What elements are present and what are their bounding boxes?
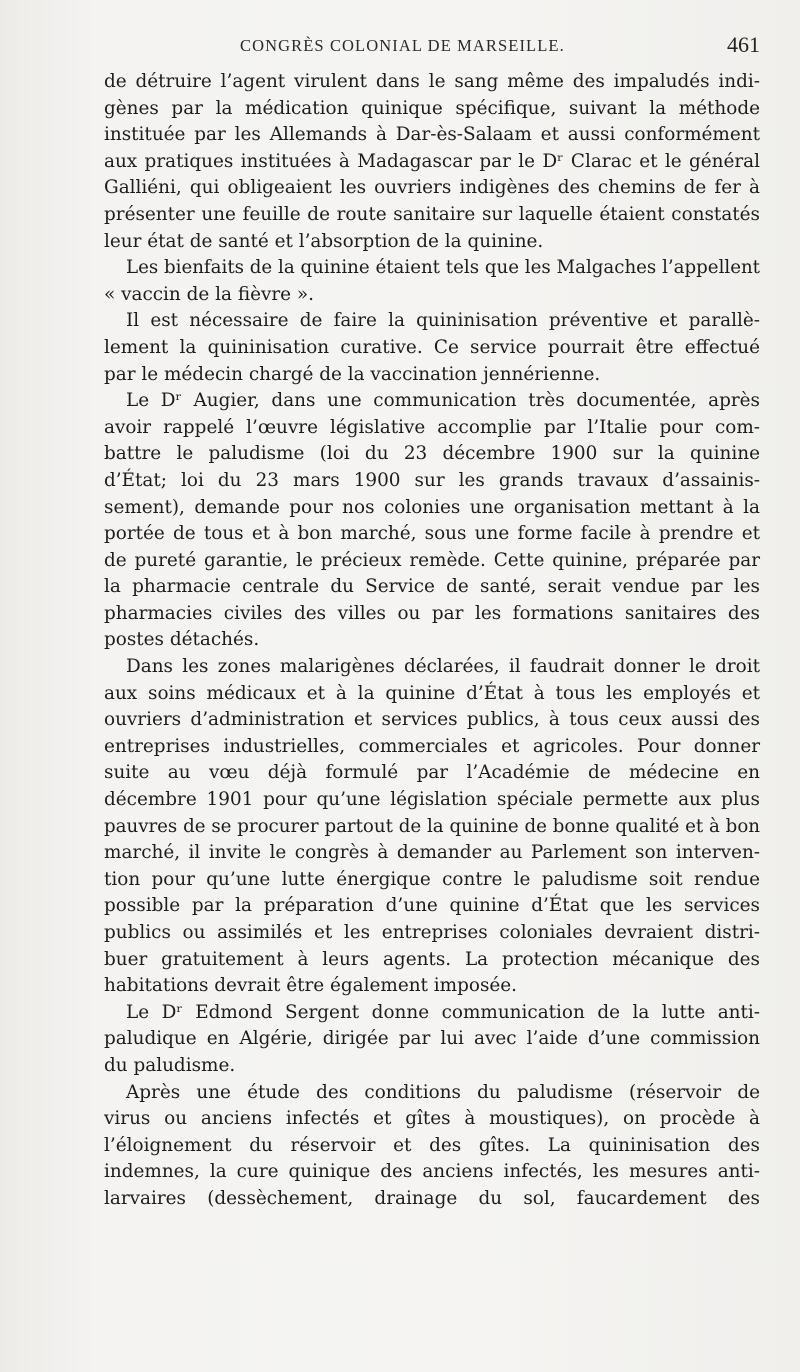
- text-line: la pharmacie centrale du Service de santé, serait vendue par les: [104, 576, 760, 598]
- running-title: CONGRÈS COLONIAL DE MARSEILLE.: [240, 36, 565, 55]
- paragraph-2: [104, 255, 760, 308]
- text-line: ouvriers d’administration et services publics, à tous ceux aussi des: [104, 709, 760, 731]
- text-line: larvaires (dessèchement, drainage du sol, faucardement des: [104, 1187, 760, 1209]
- text-line: postes détachés.: [104, 629, 260, 651]
- text-line: lement la quininisation curative. Ce service pourrait être effectué: [104, 336, 760, 358]
- text-line: par le médecin chargé de la vaccination jennérienne.: [104, 363, 601, 385]
- text-line: Les bienfaits de la quinine étaient tels que les Malgaches l’appellent: [126, 257, 760, 279]
- text-line: pharmacies civiles des villes ou par les formations sanitaires des: [104, 602, 760, 624]
- paragraph-6: [104, 1000, 760, 1080]
- text-line: « vaccin de la fièvre ».: [104, 283, 314, 305]
- text-line: portée de tous et à bon marché, sous une forme facile à prendre et: [104, 523, 760, 545]
- paragraph-1: [104, 69, 760, 255]
- text-line: aux soins médicaux et à la quinine d’État à tous les employés et: [104, 682, 760, 704]
- text-line: Après une étude des conditions du paludisme (réservoir de: [126, 1081, 760, 1103]
- text-line: aux pratiques instituées à Madagascar par le Dʳ Clarac et le général: [104, 150, 760, 172]
- paragraph-4: [104, 388, 760, 654]
- text-line: d’État; loi du 23 mars 1900 sur les grands travaux d’assainis-: [104, 469, 760, 491]
- text-line: avoir rappelé l’œuvre législative accomplie par l’Italie pour com-: [104, 416, 760, 438]
- text-line: Dans les zones malarigènes déclarées, il faudrait donner le droit: [126, 656, 760, 678]
- text-line: instituée par les Allemands à Dar-ès-Salaam et aussi conformément: [104, 124, 760, 146]
- text-line: entreprises industrielles, commerciales et agricoles. Pour donner: [104, 735, 760, 757]
- text-line: habitations devrait être également imposée.: [104, 975, 518, 997]
- text-line: de pureté garantie, le précieux remède. Cette quinine, préparée par: [104, 549, 760, 571]
- text-line: de détruire l’agent virulent dans le sang même des impaludés indi-: [104, 71, 760, 92]
- text-line: battre le paludisme (loi du 23 décembre 1900 sur la quinine: [104, 443, 760, 465]
- text-line: Il est nécessaire de faire la quininisation préventive et parallè-: [126, 310, 760, 332]
- text-line: possible par la préparation d’une quinine d’État que les services: [104, 895, 760, 917]
- text-line: indemnes, la cure quinique des anciens infectés, les mesures anti-: [104, 1161, 760, 1183]
- text-line: du paludisme.: [104, 1054, 236, 1076]
- page-header: [104, 32, 760, 62]
- paragraph-7: [104, 1080, 760, 1213]
- text-line: sement), demande pour nos colonies une organisation mettant à la: [104, 496, 760, 518]
- body-text: [104, 69, 760, 1213]
- text-line: buer gratuitement à leurs agents. La protection mécanique des: [104, 948, 760, 970]
- page-number: 461: [727, 32, 760, 57]
- text-line: Le Dʳ Augier, dans une communication très documentée, après: [126, 390, 760, 412]
- text-line: leur état de santé et l’absorption de la quinine.: [104, 230, 544, 252]
- text-line: publics ou assimilés et les entreprises coloniales devraient distri-: [104, 922, 760, 943]
- text-line: présenter une feuille de route sanitaire sur laquelle étaient constatés: [104, 203, 760, 225]
- text-line: Le Dʳ Edmond Sergent donne communication de la lutte anti-: [126, 1001, 760, 1023]
- paragraph-3: [104, 308, 760, 388]
- text-line: gènes par la médication quinique spécifique, suivant la méthode: [104, 97, 760, 119]
- text-line: pauvres de se procurer partout de la quinine de bonne qualité et à bon: [104, 815, 760, 837]
- text-line: suite au vœu déjà formulé par l’Académie de médecine en: [104, 762, 760, 784]
- text-line: paludique en Algérie, dirigée par lui avec l’aide d’une commission: [104, 1028, 760, 1050]
- text-line: virus ou anciens infectés et gîtes à moustiques), on procède à: [104, 1108, 760, 1130]
- text-line: marché, il invite le congrès à demander au Parlement son interven-: [104, 842, 760, 864]
- text-line: tion pour qu’une lutte énergique contre le paludisme soit rendue: [104, 868, 760, 890]
- text-line: décembre 1901 pour qu’une législation spéciale permette aux plus: [104, 789, 760, 811]
- paragraph-5: [104, 654, 760, 1000]
- text-line: l’éloignement du réservoir et des gîtes. La quininisation des: [104, 1134, 760, 1156]
- text-line: Galliéni, qui obligeaient les ouvriers indigènes des chemins de fer à: [104, 177, 760, 199]
